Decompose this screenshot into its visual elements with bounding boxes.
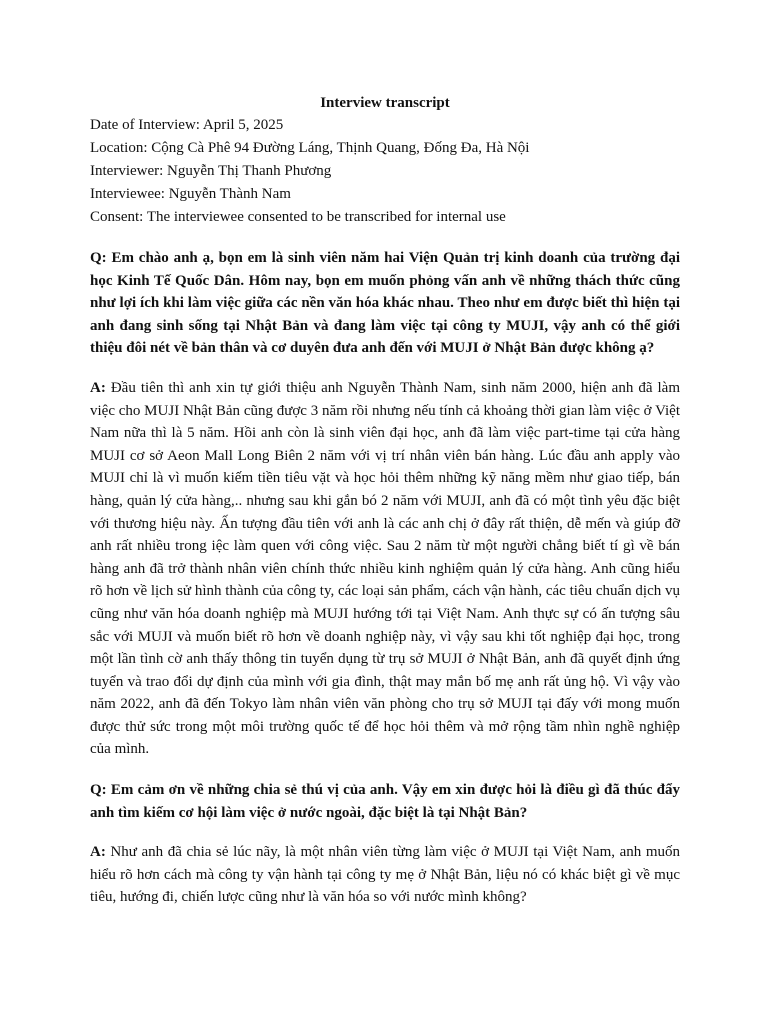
question-2-text: Em cảm ơn về những chia sẻ thú vị của anh. Vậy em xin được hỏi là điều gì đã thúc đẩy anh tìm kiếm cơ hội làm việc ở nước ngoài, đặc biệt là tại Nhật Bản? (90, 782, 680, 821)
answer-1-speaker: A: (90, 379, 106, 396)
answer-1-text: Đầu tiên thì anh xin tự giới thiệu anh Nguyễn Thành Nam, sinh năm 2000, hiện anh đã làm việc cho MUJI Nhật Bản cũng được 3 năm rồi nhưng nếu tính cả khoảng thời gian làm việc ở Việt Nam nữa thì là 5 năm. Hồi anh còn là sinh viên đại học, anh đã làm việc part-time tại cửa hàng MUJI cơ sở Aeon Mall Long Biên 2 năm với vị trí nhân viên bán hàng. Lúc đầu anh apply vào MUJI chỉ là vì muốn kiếm tiền tiêu vặt và học hỏi thêm những kỹ năng mềm như giao tiếp, bán hàng, quản lý cửa hàng,.. nhưng sau khi gắn bó 2 năm với MUJI, anh đã có một tình yêu đặc biệt với thương hiệu này. Ấn tượng đầu tiên với anh là các anh chị ở đây rất thiện, dễ mến và giúp đỡ anh rất nhiều trong iệc làm quen với công việc. Sau 2 năm từ một người chẳng biết tí gì về bán hàng anh đã trở thành nhân viên chính thức nhiều kinh nghiệm quản lý cửa hàng. Anh cũng hiểu rõ hơn về lịch sử hình thành của công ty, các loại sản phẩm, cách vận hành, các tiêu chuẩn dịch vụ cũng như văn hóa doanh nghiệp mà MUJI hướng tới tại Việt Nam. Anh thực sự có ấn tượng sâu sắc với MUJI và muốn biết rõ hơn về doanh nghiệp này, vì vậy sau khi tốt nghiệp đại học, trong một lần tình cờ anh thấy thông tin tuyển dụng từ trụ sở MUJI ở Nhật Bản, anh đã quyết định ứng tuyển và trao đổi dự định của mình với gia đình, thật may mắn bố mẹ anh rất ủng hộ. Vì vậy vào năm 2022, anh đã đến Tokyo làm nhân viên văn phòng cho trụ sở MUJI tại đấy với mong muốn được thử sức trong một môi trường quốc tế để học hỏi thêm và mở rộng tầm nhìn nghề nghiệp của mình. (90, 379, 680, 758)
document-page (90, 92, 680, 909)
answer-2-text: Như anh đã chia sẻ lúc nãy, là một nhân viên từng làm việc ở MUJI tại Việt Nam, anh muốn hiểu rõ hơn cách mà công ty vận hành tại công ty mẹ ở Nhật Bản, liệu nó có khác biệt gì về mục tiêu, hướng đi, chiến lược cũng như là văn hóa so với nước mình không? (90, 844, 680, 906)
question-1 (90, 247, 680, 360)
question-1-speaker: Q: (90, 250, 107, 266)
meta-interviewer: Interviewer: Nguyễn Thị Thanh Phương (90, 163, 332, 179)
meta-location: Location: Cộng Cà Phê 94 Đường Láng, Thịnh Quang, Đống Đa, Hà Nội (90, 140, 530, 156)
meta-date: Date of Interview: April 5, 2025 (90, 117, 284, 133)
question-2 (90, 779, 680, 824)
meta-section (90, 114, 680, 229)
meta-interviewee: Interviewee: Nguyễn Thành Nam (90, 186, 291, 202)
question-2-speaker: Q: (90, 782, 107, 799)
answer-2-speaker: A: (90, 844, 106, 861)
document-title: Interview transcript (320, 95, 450, 111)
question-1-text: Em chào anh ạ, bọn em là sinh viên năm hai Viện Quản trị kinh doanh của trường đại học Kinh Tế Quốc Dân. Hôm nay, bọn em muốn phỏng vấn anh về những thách thức cũng như lợi ích khi làm việc giữa các nền văn hóa khác nhau. Theo như em được biết thì hiện tại anh đang sinh sống tại Nhật Bản và đang làm việc tại công ty MUJI, vậy anh có thể giới thiệu đôi nét về bản thân và cơ duyên đưa anh đến với MUJI ở Nhật Bản được không ạ? (90, 250, 680, 357)
answer-1 (90, 377, 680, 761)
meta-consent: Consent: The interviewee consented to be transcribed for internal use (90, 209, 506, 225)
answer-2 (90, 841, 680, 909)
